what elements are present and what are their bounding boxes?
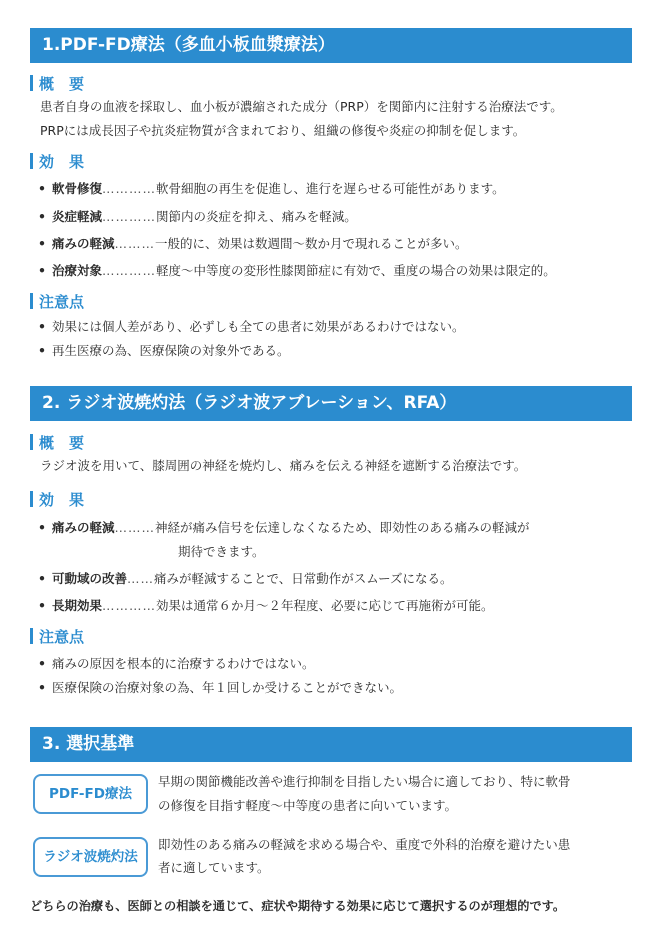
s1-caution-item — [38, 342, 290, 360]
s2-caution-item — [38, 679, 402, 697]
s1-caution-heading — [30, 292, 84, 312]
leader-dots: …… — [127, 571, 155, 586]
caution-text: 再生医療の為、医療保険の対象外である。 — [52, 343, 290, 358]
s2-effect-item — [38, 597, 494, 615]
leader-dots: ………… — [102, 263, 157, 278]
s1-effects-heading — [30, 152, 84, 172]
option-desc-pdf-fd-line-1: 早期の関節機能改善や進行抑制を目指したい場合に適しており、特に軟骨 — [158, 774, 571, 789]
bullet: • — [38, 263, 46, 278]
effect-term: 痛みの軽減 — [52, 520, 115, 535]
s1-effects-heading-text: 効 果 — [39, 153, 85, 171]
bullet: • — [38, 520, 46, 535]
caution-text: 効果には個人差があり、必ずしも全ての患者に効果があるわけではない。 — [52, 319, 465, 334]
s1-effect-item — [38, 208, 357, 226]
s2-caution-item — [38, 655, 315, 673]
s2-effect-desc-continued: 期待できます。 — [178, 544, 265, 559]
s2-effect-item — [38, 519, 530, 537]
s2-overview-line-1: ラジオ波を用いて、膝周囲の神経を焼灼し、痛みを伝える神経を遮断する治療法です。 — [40, 458, 527, 473]
option-label-pdf-fd: PDF-FD療法 — [33, 774, 148, 814]
effect-term: 長期効果 — [52, 598, 103, 613]
bullet: • — [38, 209, 46, 224]
effect-desc: 一般的に、効果は数週間〜数か月で現れることが多い。 — [155, 236, 468, 251]
s1-overview-line-1: 患者自身の血液を採取し、血小板が濃縮された成分（PRP）を関節内に注射する治療法です。 — [40, 99, 563, 114]
bullet: • — [38, 571, 46, 586]
s1-effect-item — [38, 262, 556, 280]
effect-term: 治療対象 — [52, 263, 103, 278]
leader-dots: ………… — [102, 181, 157, 196]
bullet: • — [38, 181, 46, 196]
section1-title: 1.PDF-FD療法（多血小板血漿療法） — [30, 28, 632, 63]
heading-bar — [30, 628, 33, 644]
s1-caution-heading-text: 注意点 — [39, 293, 85, 311]
option-desc-pdf-fd-line-2: の修復を目指す軽度〜中等度の患者に向いています。 — [158, 798, 458, 813]
bullet: • — [38, 598, 46, 613]
heading-bar — [30, 491, 33, 507]
effect-desc: 神経が痛み信号を伝達しなくなるため、即効性のある痛みの軽減が — [155, 520, 530, 535]
effect-desc: 関節内の炎症を抑え、痛みを軽減。 — [156, 209, 357, 224]
leader-dots: ……… — [114, 236, 156, 251]
section2-title: 2. ラジオ波焼灼法（ラジオ波アブレーション、RFA） — [30, 386, 632, 421]
s2-effect-item — [38, 570, 453, 588]
bullet: • — [38, 319, 46, 334]
heading-bar — [30, 293, 33, 309]
section3-title: 3. 選択基準 — [30, 727, 632, 762]
effect-term: 可動域の改善 — [52, 571, 128, 586]
s1-caution-item — [38, 318, 465, 336]
option-desc-rfa-line-2: 者に適しています。 — [158, 860, 270, 875]
heading-bar — [30, 434, 33, 450]
effect-desc: 効果は通常６か月〜２年程度、必要に応じて再施術が可能。 — [156, 598, 494, 613]
caution-text: 医療保険の治療対象の為、年１回しか受けることができない。 — [52, 680, 403, 695]
s1-effect-item — [38, 180, 505, 198]
s2-caution-heading-text: 注意点 — [39, 628, 85, 646]
option-label-rfa: ラジオ波焼灼法 — [33, 837, 148, 877]
s1-overview-heading-text: 概 要 — [39, 75, 85, 93]
leader-dots: ………… — [102, 598, 157, 613]
conclusion-text: どちらの治療も、医師との相談を通じて、症状や期待する効果に応じて選択するのが理想的です。 — [30, 899, 566, 913]
s2-caution-heading — [30, 627, 84, 647]
leader-dots: ………… — [102, 209, 157, 224]
bullet: • — [38, 343, 46, 358]
heading-bar — [30, 153, 33, 169]
s1-overview-heading — [30, 74, 84, 94]
leader-dots: ……… — [114, 520, 156, 535]
heading-bar — [30, 75, 33, 91]
effect-term: 痛みの軽減 — [52, 236, 115, 251]
s1-effect-item — [38, 235, 468, 253]
s1-overview-line-2: PRPには成長因子や抗炎症物質が含まれており、組織の修復や炎症の抑制を促します。 — [40, 123, 526, 138]
effect-desc: 痛みが軽減することで、日常動作がスムーズになる。 — [154, 571, 453, 586]
effect-desc: 軽度〜中等度の変形性膝関節症に有効で、重度の場合の効果は限定的。 — [156, 263, 556, 278]
effect-term: 炎症軽減 — [52, 209, 103, 224]
effect-term: 軟骨修復 — [52, 181, 103, 196]
bullet: • — [38, 680, 46, 695]
bullet: • — [38, 236, 46, 251]
option-desc-rfa-line-1: 即効性のある痛みの軽減を求める場合や、重度で外科的治療を避けたい患 — [158, 837, 571, 852]
s2-overview-heading-text: 概 要 — [39, 434, 85, 452]
effect-desc: 軟骨細胞の再生を促進し、進行を遅らせる可能性があります。 — [156, 181, 505, 196]
s2-overview-heading — [30, 433, 84, 453]
s2-effects-heading-text: 効 果 — [39, 491, 85, 509]
s2-effects-heading — [30, 490, 84, 510]
caution-text: 痛みの原因を根本的に治療するわけではない。 — [52, 656, 315, 671]
bullet: • — [38, 656, 46, 671]
